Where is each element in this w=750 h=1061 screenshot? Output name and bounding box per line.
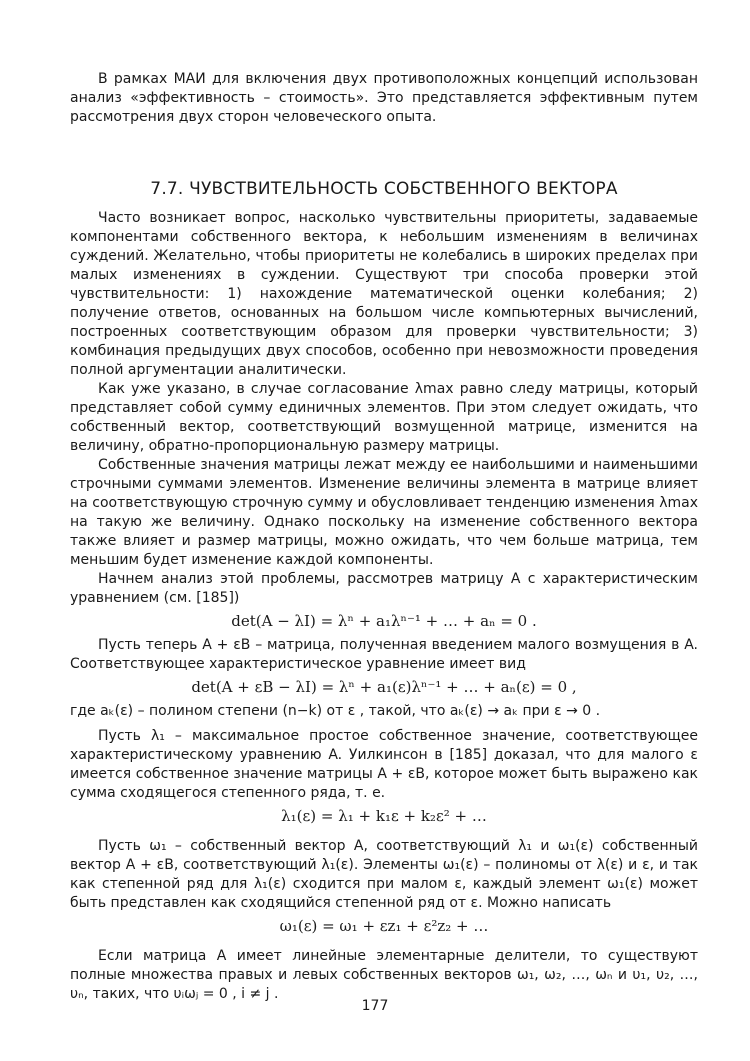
- paragraph-4: Начнем анализ этой проблемы, рассмотрев матрицу A с характеристическим уравнением (см. [185]): [70, 571, 698, 606]
- equation-perturbed: det(A + εB − λI) = λⁿ + a₁(ε)λⁿ⁻¹ + … + aₙ(ε) = 0 ,: [191, 678, 577, 696]
- section-title: 7.7. ЧУВСТВИТЕЛЬНОСТЬ СОБСТВЕННОГО ВЕКТОРА: [150, 179, 618, 199]
- equation-eigenvalue-series: λ₁(ε) = λ₁ + k₁ε + k₂ε² + …: [281, 807, 487, 825]
- paragraph-7: Пусть λ₁ – максимальное простое собственное значение, соответствующее характеристическому уравнению A. Уилкинсон в [185] доказал, что для малого ε имеется собственное значение матрицы A + εB, которое может быть выражено как сумма сходящегося степенного ряда, т. е.: [70, 728, 698, 801]
- paragraph-5: Пусть теперь A + εB – матрица, полученная введением малого возмущения в A. Соответствующее характеристическое уравнение имеет вид: [70, 637, 698, 672]
- paragraph-1: Часто возникает вопрос, насколько чувствительны приоритеты, задаваемые компонентами собственного вектора, к небольшим изменениям в величинах суждений. Желательно, чтобы приоритеты не колебались в широких пределах при малых изменениях в суждении. Существуют три способа проверки этой чувствительности: 1) нахождение математической оценки колебания; 2) получение ответов, основанных на большом числе компьютерных вычислений, построенных соответствующим образом для проверки чувствительности; 3) комбинация предыдущих двух способов, особенно при невозможности проведения полной аргументации аналитически.: [70, 210, 698, 378]
- paragraph-8: Пусть ω₁ – собственный вектор A, соответствующий λ₁ и ω₁(ε) собственный вектор A + εB, соответствующий λ₁(ε). Элементы ω₁(ε) – полиномы от λ(ε) и ε, и так как степенной ряд для λ₁(ε) сходится при малом ε, каждый элемент ω₁(ε) может быть представлен как сходящийся степенной ряд от ε. Можно написать: [70, 838, 698, 911]
- paragraph-6: где aₖ(ε) – полином степени (n−k) от ε , такой, что aₖ(ε) → aₖ при ε → 0 .: [70, 703, 601, 719]
- page-number: 177: [361, 998, 389, 1014]
- paragraph-9: Если матрица A имеет линейные элементарные делители, то существуют полные множества правых и левых собственных векторов ω₁, ω₂, …, ωₙ и υ₁, υ₂, …, υₙ, таких, что υᵢωⱼ = 0 , i ≠ j .: [70, 948, 698, 1002]
- page-content: [70, 70, 698, 1004]
- intro-paragraph: В рамках МАИ для включения двух противоположных концепций использован анализ «эффективность – стоимость». Это представляется эффективным путем рассмотрения двух сторон человеческого опыта.: [70, 71, 698, 125]
- equation-characteristic: det(A − λI) = λⁿ + a₁λⁿ⁻¹ + … + aₙ = 0 .: [231, 612, 537, 630]
- paragraph-3: Собственные значения матрицы лежат между ее наибольшими и наименьшими строчными суммами элементов. Изменение величины элемента в матрице влияет на соответствующую строчную сумму и обусловливает тенденцию изменения λmax на такую же величину. Однако поскольку на изменение собственного вектора также влияет и размер матрицы, можно ожидать, что чем больше матрица, тем меньшим будет изменение каждой компоненты.: [70, 457, 698, 568]
- paragraph-2: Как уже указано, в случае согласование λmax равно следу матрицы, который представляет собой сумму единичных элементов. При этом следует ожидать, что собственный вектор, соответствующий возмущенной матрице, изменится на величину, обратно-пропорциональную размеру матрицы.: [70, 381, 698, 454]
- equation-eigenvector-series: ω₁(ε) = ω₁ + εz₁ + ε²z₂ + …: [279, 917, 489, 935]
